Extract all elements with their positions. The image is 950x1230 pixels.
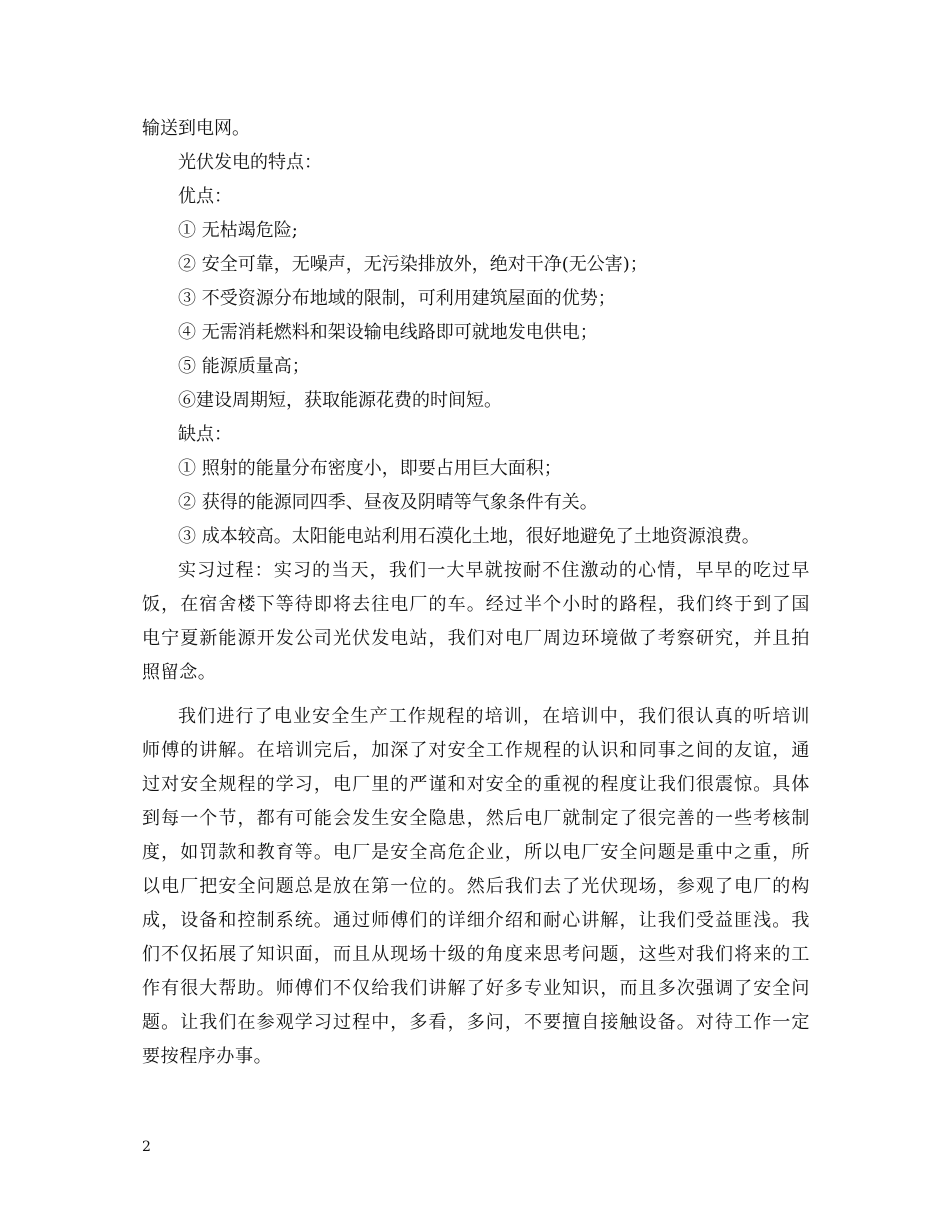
page-number: 2 [142,1139,151,1155]
advantage-item-1: ① 无枯竭危险; [178,220,298,241]
advantages-heading: 优点： [178,186,232,207]
document-body [142,112,810,1074]
safety-training-paragraph: 我们进行了电业安全生产工作规程的培训，在培训中，我们很认真的听培训师傅的讲解。在培训完后，加深了对安全工作规程的认识和同事之间的友谊，通过对安全规程的学习，电厂里的严谨和对安全的重视的程度让我们很震惊。具体到每一个节，都有可能会发生安全隐患，然后电厂就制定了很完善的一些考核制度，如罚款和教育等。电厂是安全高危企业，所以电厂安全问题是重中之重，所以电厂把安全问题总是放在第一位的。然后我们去了光伏现场，参观了电厂的构成，设备和控制系统。通过师傅们的详细介绍和耐心讲解，让我们受益匪浅。我们不仅拓展了知识面，而且从现场十级的角度来思考问题，这些对我们将来的工作有很大帮助。师傅们不仅给我们讲解了好多专业知识，而且多次强调了安全问题。让我们在参观学习过程中，多看，多问，不要擅自接触设备。对待工作一定要按程序办事。 [142,706,810,1067]
disadvantages-heading: 缺点： [178,424,232,445]
advantage-item-2: ② 安全可靠，无噪声，无污染排放外，绝对干净(无公害)； [178,254,648,275]
advantage-item-6: ⑥建设周期短，获取能源花费的时间短。 [178,390,502,411]
disadvantage-item-3: ③ 成本较高。太阳能电站利用石漠化土地，很好地避免了土地资源浪费。 [178,526,760,547]
advantage-item-3: ③ 不受资源分布地域的限制，可利用建筑屋面的优势； [178,288,616,309]
text-line-continuation: 输送到电网。 [142,118,250,139]
internship-process-paragraph: 实习过程：实习的当天，我们一大早就按耐不住激动的心情，早早的吃过早饭，在宿舍楼下等待即将去往电厂的车。经过半个小时的路程，我们终于到了国电宁夏新能源开发公司光伏发电站，我们对电厂周边环境做了考察研究，并且拍照留念。 [142,560,810,683]
advantage-item-5: ⑤ 能源质量高； [178,356,310,377]
disadvantage-item-1: ① 照射的能量分布密度小，即要占用巨大面积； [178,458,562,479]
advantage-item-4: ④ 无需消耗燃料和架设输电线路即可就地发电供电； [178,322,598,343]
features-heading: 光伏发电的特点： [178,152,322,173]
disadvantage-item-2: ② 获得的能源同四季、昼夜及阴晴等气象条件有关。 [178,492,598,513]
